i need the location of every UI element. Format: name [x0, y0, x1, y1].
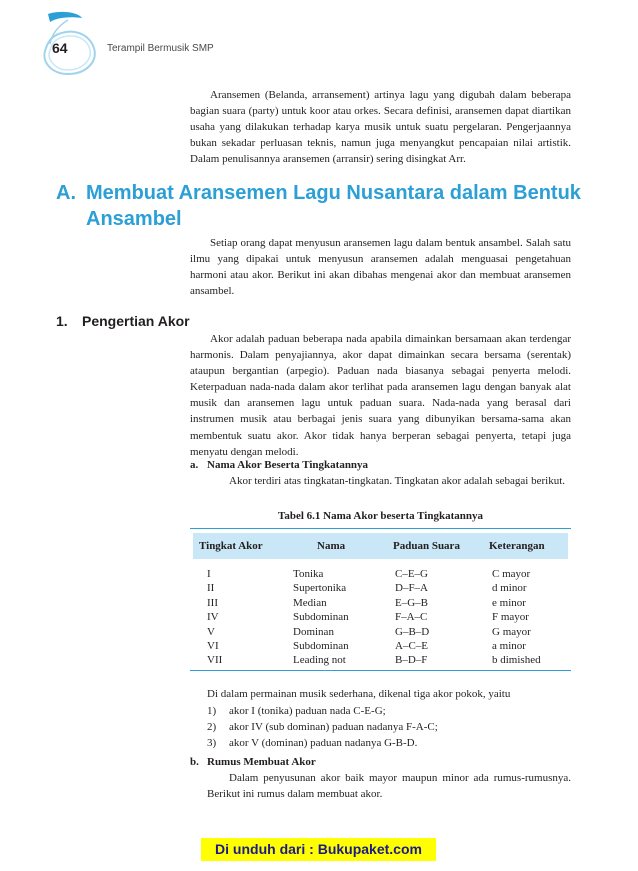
- section-a-title-line2: Ansambel: [86, 208, 182, 230]
- list-item: [207, 703, 386, 719]
- section-1-number: 1.: [56, 313, 68, 329]
- list-item: [207, 719, 438, 735]
- section-a-letter: A.: [56, 182, 76, 204]
- header-swirl-ornament: [38, 10, 100, 76]
- table-cell-nama: Tonika: [293, 568, 324, 580]
- section-a-heading: [56, 180, 586, 232]
- table-cell-paduan: D–F–A: [395, 582, 429, 595]
- subsection-a-heading: [190, 457, 368, 473]
- list-item-number: 3): [207, 737, 217, 749]
- header-paduan-suara: Paduan Suara: [393, 540, 460, 552]
- header-nama: Nama: [317, 540, 346, 552]
- table-cell-keterangan: b dimished: [492, 654, 541, 667]
- section-1-title: Pengertian Akor: [82, 313, 190, 329]
- chord-table: [190, 528, 571, 671]
- table-cell-nama: Supertonika: [293, 582, 347, 595]
- column-nama: [293, 567, 349, 668]
- section-a-text: Setiap orang dapat menyusun aransemen lagu dalam bentuk ansambel. Salah satu ilmu yang dipakai untuk menyusun aransemen adalah menguasai pengetahuan harmoni atau akor. Berikut ini akan dibahas mengenai akor dan membuat aransemen ansambel.: [190, 237, 571, 298]
- table-cell-tingkat: IV: [207, 611, 219, 624]
- header-tingkat-akor: Tingkat Akor: [199, 540, 263, 552]
- table-cell-keterangan: F mayor: [492, 611, 529, 624]
- after-table-intro: Di dalam permainan musik sederhana, dikenal tiga akor pokok, yaitu: [207, 688, 511, 700]
- table-cell-paduan: F–A–C: [395, 611, 428, 624]
- table-cell-paduan: B–D–F: [395, 654, 428, 667]
- table-cell-keterangan: G mayor: [492, 625, 531, 638]
- section-1-heading: [56, 313, 190, 329]
- subsection-a-mark: a.: [190, 459, 199, 471]
- section-a-paragraph: [190, 235, 571, 299]
- table-cell-keterangan: d minor: [492, 582, 527, 595]
- running-title: Terampil Bermusik SMP: [107, 43, 214, 54]
- subsection-b-heading: [190, 754, 316, 770]
- list-item-text: akor V (dominan) paduan nadanya G-B-D.: [229, 737, 418, 749]
- table-cell-nama: Leading not: [293, 654, 346, 667]
- table-cell-tingkat: III: [207, 596, 218, 609]
- table-cell-tingkat: V: [207, 625, 215, 638]
- table-cell-tingkat: VI: [207, 640, 219, 653]
- list-item: [207, 735, 417, 751]
- subsection-b-mark: b.: [190, 756, 199, 768]
- subsection-a-text: Akor terdiri atas tingkatan-tingkatan. Tingkatan akor adalah sebagai berikut.: [229, 475, 566, 487]
- table-cell-keterangan: e minor: [492, 596, 526, 609]
- table-cell-tingkat: VII: [207, 654, 223, 667]
- subsection-a-title: Nama Akor Beserta Tingkatannya: [207, 459, 369, 471]
- table-caption: Tabel 6.1 Nama Akor beserta Tingkatannya: [278, 510, 483, 522]
- table-cell-keterangan: C mayor: [492, 568, 531, 580]
- table-cell-keterangan: a minor: [492, 640, 526, 653]
- table-cell-nama: Median: [293, 596, 327, 609]
- section-1-paragraph: [190, 331, 571, 460]
- header-keterangan: Keterangan: [489, 540, 545, 552]
- table-cell-tingkat: II: [207, 582, 215, 595]
- table-cell-paduan: E–G–B: [395, 596, 428, 609]
- table-cell-paduan: G–B–D: [395, 625, 430, 638]
- table-cell-nama: Subdominan: [293, 640, 349, 653]
- table-header-row: [193, 533, 568, 559]
- list-item-number: 1): [207, 705, 217, 717]
- column-tingkat: [207, 567, 222, 668]
- subsection-a-paragraph: [207, 473, 571, 489]
- intro-text: Aransemen (Belanda, arransement) artinya lagu yang digubah dalam beberapa bagian suara (party) untuk koor atau orkes. Secara definisi, aransemen dapat diartikan usaha yang dilakukan terhadap karya musik untuk suatu pergelaran. Pengerjaannya bukan sekadar perluasan teknis, namun juga menyangkut pencapaian nilai artistik. Dalam penulisannya aransemen (arransir) sering disingkat Arr.: [190, 89, 571, 166]
- table-cell-tingkat: I: [207, 568, 211, 580]
- table-cell-nama: Dominan: [293, 625, 334, 638]
- subsection-b-paragraph: [207, 770, 571, 802]
- download-source-banner[interactable]: Di unduh dari : Bukupaket.com: [201, 838, 436, 861]
- section-a-title-line1: Membuat Aransemen Lagu Nusantara dalam Bentuk: [86, 182, 581, 204]
- section-1-text: Akor adalah paduan beberapa nada apabila dimainkan bersamaan akan terdengar harmonis. Dalam penyajiannya, akor dapat dimainkan secara bersama (serentak) ataupun bergantian (arpegio). Paduan nada biasanya sebagai penyerta melodi. Keterpaduan nada-nada dalam akor terlihat pada aransemen lagu dengan banyak alat musik dan aransemen lagu untuk paduan suara. Nada-nada yang berasal dari instrumen musik atau berbagai jenis suara yang dibunyikan bersama-sama akan membentuk suatu akor. Akor tidak hanya berperan sebagai penyerta, tetapi juga menyatu dengan melodi.: [190, 333, 571, 458]
- column-keterangan: [492, 567, 541, 668]
- table-cell-paduan: C–E–G: [395, 568, 428, 580]
- table-cell-nama: Subdominan: [293, 611, 349, 624]
- column-paduan: [395, 567, 429, 668]
- list-item-number: 2): [207, 721, 217, 733]
- table-cell-paduan: A–C–E: [395, 640, 428, 653]
- page-number: 64: [52, 40, 68, 56]
- subsection-b-text: Dalam penyusunan akor baik mayor maupun minor ada rumus-rumusnya. Berikut ini rumus dalam membuat akor.: [207, 772, 571, 801]
- intro-paragraph: [190, 87, 571, 167]
- list-item-text: akor I (tonika) paduan nada C-E-G;: [229, 705, 386, 717]
- subsection-b-title: Rumus Membuat Akor: [207, 756, 316, 768]
- list-item-text: akor IV (sub dominan) paduan nadanya F-A-C;: [229, 721, 438, 733]
